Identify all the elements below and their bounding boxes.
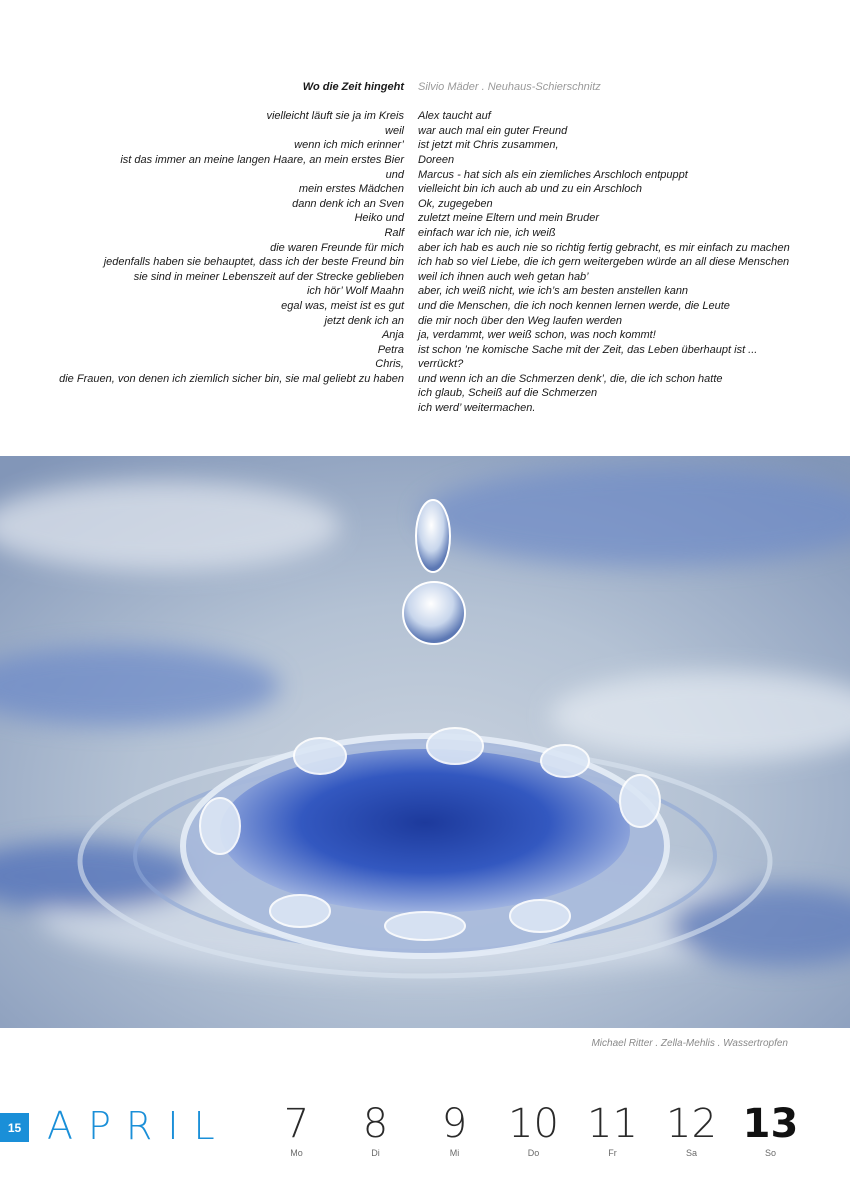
poem-line-left: Ralf	[384, 226, 404, 239]
poem-header	[0, 80, 850, 95]
poem-line-left: die waren Freunde für mich	[270, 241, 404, 254]
poem-line	[0, 241, 850, 256]
month-name: APRIL	[47, 1104, 230, 1148]
poem-closing: ich werd’ weitermachen.	[418, 402, 536, 415]
poem-line	[0, 109, 850, 124]
poem-line-right: war auch mal ein guter Freund	[418, 124, 568, 137]
poem-line-left: jedenfalls haben sie behauptet, dass ich der beste Freund bin	[103, 256, 404, 269]
day-number: 7	[283, 1101, 310, 1147]
day-name: So	[764, 1148, 776, 1158]
poem-line	[0, 153, 850, 168]
poem-line	[0, 386, 850, 401]
poem-line	[0, 168, 850, 183]
poem-line	[0, 314, 850, 329]
poem-line	[0, 328, 850, 343]
poem-line-left: dann denk ich an Sven	[292, 197, 404, 210]
day-number: 13	[742, 1101, 799, 1147]
poem-line-right: Marcus - hat sich als ein ziemliches Arschloch entpuppt	[418, 168, 688, 181]
poem-line-right: ich glaub, Scheiß auf die Schmerzen	[418, 387, 598, 400]
poem-line-right: und wenn ich an die Schmerzen denk’, die, die ich schon hatte	[418, 372, 723, 385]
page-number: 15	[0, 1113, 29, 1142]
day-name: Di	[371, 1148, 380, 1158]
calendar-day	[336, 1100, 415, 1158]
day-name: Mo	[290, 1148, 303, 1158]
poem-line-right: ist jetzt mit Chris zusammen,	[418, 139, 559, 152]
day-number: 10	[508, 1101, 559, 1147]
calendar-day	[257, 1100, 336, 1158]
poem-line-right: ja, verdammt, wer weiß schon, was noch kommt!	[418, 329, 656, 342]
poem-line-left: ich hör’ Wolf Maahn	[306, 285, 404, 298]
water-drop-photo	[0, 456, 850, 1028]
poem-line-right: ich hab so viel Liebe, die ich gern weitergeben würde an all diese Menschen	[418, 256, 790, 269]
poem-line-right: vielleicht bin ich auch ab und zu ein Arschloch	[418, 183, 643, 196]
poem-line	[0, 197, 850, 212]
poem-body	[0, 109, 850, 401]
poem-title: Wo die Zeit hingeht	[302, 81, 404, 93]
poem-line	[0, 226, 850, 241]
poem-line	[0, 357, 850, 372]
poem-line-left: ist das immer an meine langen Haare, an mein erstes Bier	[120, 153, 404, 166]
poem-line	[0, 182, 850, 197]
poem-author: Silvio Mäder . Neuhaus-Schierschnitz	[418, 81, 601, 93]
poem-closing-row	[0, 401, 850, 416]
poem-line-left: mein erstes Mädchen	[298, 183, 404, 196]
day-number: 12	[666, 1101, 717, 1147]
poem-line	[0, 343, 850, 358]
photo-credit: Michael Ritter . Zella-Mehlis . Wassertropfen	[591, 1038, 788, 1049]
poem-line	[0, 299, 850, 314]
poem-line-left: weil	[385, 124, 404, 137]
calendar-day	[573, 1100, 652, 1158]
poem-line	[0, 124, 850, 139]
poem-line-left: Petra	[377, 343, 404, 356]
poem-line	[0, 270, 850, 285]
day-number: 9	[441, 1101, 468, 1147]
poem-line-left: egal was, meist ist es gut	[281, 299, 404, 312]
poem-line-right: zuletzt meine Eltern und mein Bruder	[418, 212, 599, 225]
poem-line	[0, 211, 850, 226]
poem-line-right: aber ich hab es auch nie so richtig fertig gebracht, es mir einfach zu machen	[418, 241, 790, 254]
week-days	[257, 1100, 810, 1158]
poem-line-left: Anja	[381, 329, 404, 342]
day-name: Sa	[685, 1148, 697, 1158]
poem-line-right: Doreen	[418, 153, 455, 166]
poem-line-left: wenn ich mich erinner’	[294, 139, 404, 152]
poem-line	[0, 372, 850, 387]
calendar-day	[652, 1100, 731, 1158]
calendar-day	[415, 1100, 494, 1158]
poem-line-left: sie sind in meiner Lebenszeit auf der Strecke geblieben	[133, 270, 404, 283]
poem-line-left: Heiko und	[354, 212, 404, 225]
poem-line-right: verrückt?	[418, 358, 464, 371]
day-number: 8	[362, 1101, 389, 1147]
day-name: Do	[527, 1148, 540, 1158]
poem-line-right: und die Menschen, die ich noch kennen lernen werde, die Leute	[418, 299, 730, 312]
poem-line	[0, 255, 850, 270]
poem-line	[0, 138, 850, 153]
poem-line-left: jetzt denk ich an	[324, 314, 404, 327]
poem-line-left: und	[385, 168, 404, 181]
poem-line-left	[0, 386, 418, 401]
poem-line-right: einfach war ich nie, ich weiß	[418, 226, 556, 239]
poem-line-right: Ok, zugegeben	[418, 197, 493, 210]
poem-line-right: Alex taucht auf	[418, 110, 491, 123]
poem-line-right: weil ich ihnen auch weh getan hab’	[418, 270, 589, 283]
poem-line-right: die mir noch über den Weg laufen werden	[418, 314, 623, 327]
poem-line-right: ist schon ’ne komische Sache mit der Zeit, das Leben überhaupt ist ...	[418, 343, 758, 356]
poem-line-left: vielleicht läuft sie ja im Kreis	[266, 110, 404, 123]
day-name: Mi	[449, 1148, 460, 1158]
poem-line-left: die Frauen, von denen ich ziemlich sicher bin, sie mal geliebt zu haben	[59, 372, 404, 385]
poem-line	[0, 284, 850, 299]
day-name: Fr	[608, 1148, 617, 1158]
calendar-day	[494, 1100, 573, 1158]
calendar-day	[731, 1100, 810, 1158]
day-number: 11	[587, 1101, 638, 1147]
poem	[0, 80, 850, 416]
poem-line-right: aber, ich weiß nicht, wie ich’s am besten anstellen kann	[418, 285, 689, 298]
poem-line-left: Chris,	[375, 358, 404, 371]
